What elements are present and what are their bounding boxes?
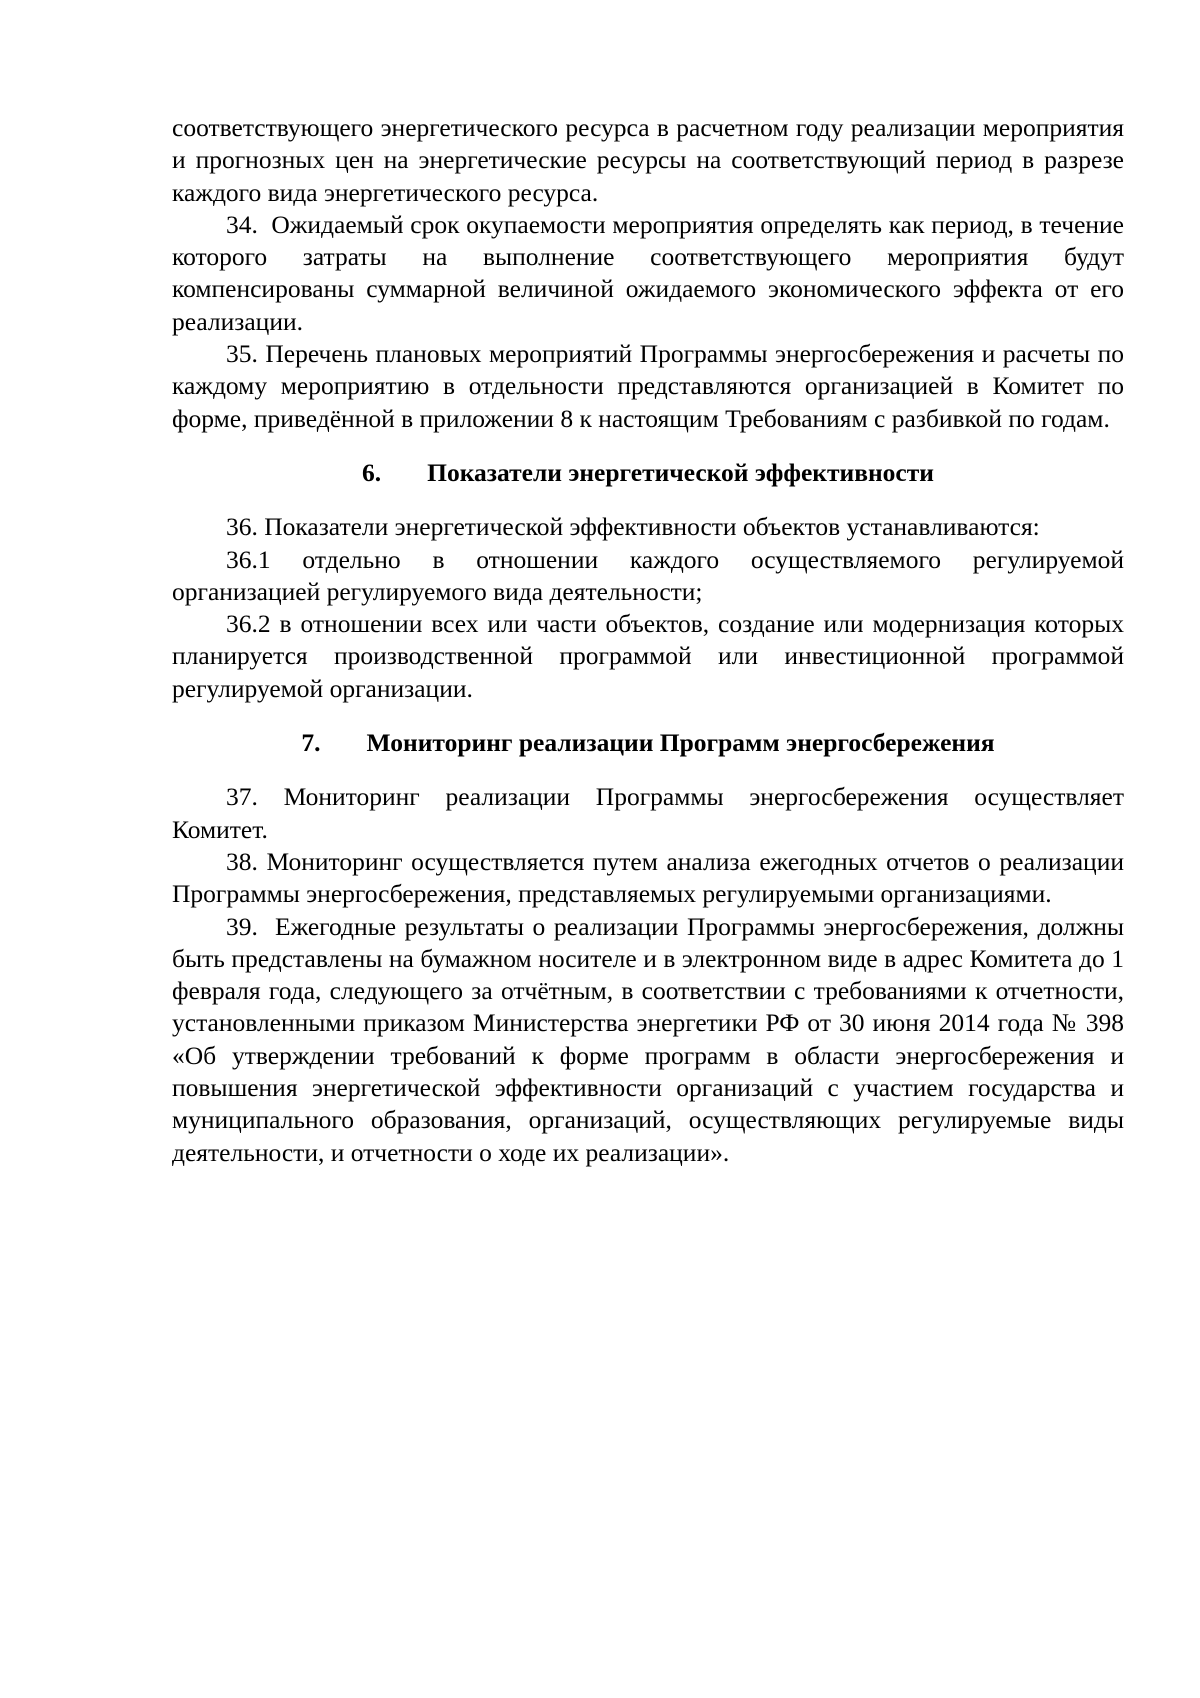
paragraph-34 bbox=[172, 209, 1124, 338]
section-heading-7 bbox=[172, 727, 1124, 759]
paragraph-text: в отношении всех или части объектов, создание или модернизация которых планируется производственной программой или инвестиционной программой регулируемой организации. bbox=[172, 609, 1125, 703]
section-number: 6. bbox=[362, 457, 382, 487]
paragraph-number: 36. bbox=[226, 512, 258, 542]
paragraph-number: 39. bbox=[226, 911, 258, 941]
section-title: Мониторинг реализации Программ энергосбережения bbox=[366, 728, 995, 758]
paragraph-text: Ежегодные результаты о реализации Программы энергосбережения, должны быть представлены на бумажном носителе и в электронном виде в адрес Комитета до 1 февраля года, следующего за отчётным, в соответствии с требованиями к отчетности, установленными приказом Министерства энергетики РФ от 30 июня 2014 года № 398 «Об утверждении требований к форме программ в области энергосбережения и повышения энергетической эффективности организаций с участием государства и муниципального образования, организаций, осуществляющих регулируемые виды деятельности, и отчетности о ходе их реализации». bbox=[172, 911, 1124, 1167]
paragraph-number: 38. bbox=[226, 846, 258, 876]
paragraph-text: отдельно в отношении каждого осуществляемого регулируемой организацией регулируемого вида деятельности; bbox=[172, 544, 1125, 606]
paragraph-text: Перечень плановых мероприятий Программы энергосбережения и расчеты по каждому мероприятию в отдельности представляются организацией в Комитет по форме, приведённой в приложении 8 к настоящим Требованиям с разбивкой по годам. bbox=[172, 339, 1125, 433]
paragraph-39 bbox=[172, 911, 1124, 1169]
section-number: 7. bbox=[301, 728, 321, 758]
paragraph-number: 37. bbox=[226, 782, 258, 812]
paragraph-38 bbox=[172, 846, 1124, 911]
paragraph-36-1 bbox=[172, 544, 1124, 609]
paragraph-number: 36.1 bbox=[226, 544, 271, 574]
paragraph-text: Показатели энергетической эффективности объектов устанавливаются: bbox=[264, 512, 1040, 542]
paragraph-36 bbox=[172, 511, 1124, 543]
paragraph-number: 36.2 bbox=[226, 609, 271, 639]
paragraph-number: 34. bbox=[226, 209, 258, 239]
section-title: Показатели энергетической эффективности bbox=[427, 457, 934, 487]
paragraph-continuation bbox=[172, 112, 1124, 209]
paragraph-36-2 bbox=[172, 608, 1124, 705]
paragraph-text: Мониторинг осуществляется путем анализа ежегодных отчетов о реализации Программы энергосбережения, представляемых регулируемыми организациями. bbox=[172, 846, 1124, 909]
paragraph-text: Ожидаемый срок окупаемости мероприятия определять как период, в течение которого затраты на выполнение соответствующего мероприятия будут компенсированы суммарной величиной ожидаемого экономического эффекта от его реализации. bbox=[172, 209, 1124, 336]
paragraph-text: Мониторинг реализации Программы энергосбережения осуществляет Комитет. bbox=[172, 782, 1125, 844]
document-page bbox=[172, 112, 1124, 1169]
paragraph-text: соответствующего энергетического ресурса в расчетном году реализации мероприятия и прогнозных цен на энергетические ресурсы на соответствующий период в разрезе каждого вида энергетического ресурса. bbox=[172, 113, 1124, 207]
section-heading-6 bbox=[172, 457, 1124, 489]
paragraph-37 bbox=[172, 781, 1124, 846]
paragraph-35 bbox=[172, 338, 1124, 435]
paragraph-number: 35. bbox=[226, 339, 258, 369]
